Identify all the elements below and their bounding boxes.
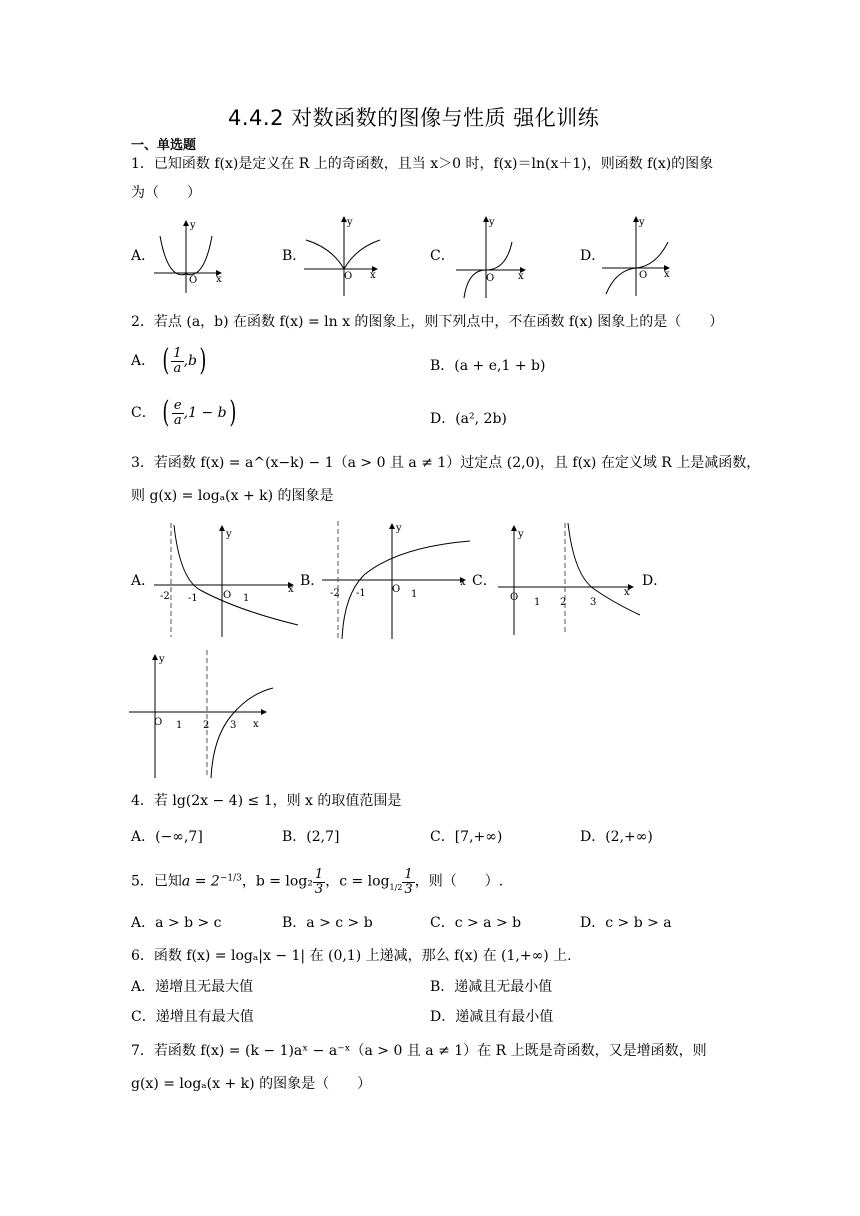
q5-c-base: 1/2 [389, 882, 403, 892]
q1b-x-label: x [370, 270, 376, 281]
q5-option-b[interactable]: B．a > c > b [282, 915, 373, 931]
q2-a-rest: ,b [183, 353, 197, 369]
q3-option-b-label[interactable]: B． [300, 573, 325, 589]
q5-post: ，则（ ）. [414, 873, 504, 890]
section-heading: 一、单选题 [131, 138, 197, 153]
q1b-y-label: y [347, 217, 353, 228]
q1a-origin-label: O [189, 275, 198, 286]
q6-option-d[interactable]: D．递减且有最小值 [430, 1009, 554, 1025]
q7-line2: g(x) = logₐ(x + k) 的图象是（ ） [131, 1076, 372, 1092]
q3b-origin-label: O [392, 584, 401, 595]
q3-graph-b[interactable] [318, 519, 474, 641]
q3b-tick-1: 1 [411, 589, 418, 600]
q1-option-c-label[interactable]: C． [430, 248, 455, 264]
q2-c-fraction: $\frac{e}{a}$ [173, 397, 182, 428]
q3a-tick-1: 1 [243, 593, 250, 604]
q5-a-expr: a = 2 [181, 873, 220, 890]
q3a-y-label: y [226, 529, 232, 540]
q2-a-fraction: $\frac{1}{a}$ [173, 345, 182, 376]
q3c-tick-3: 3 [590, 597, 597, 608]
q5-stem [131, 868, 503, 896]
q1d-y-label: y [639, 217, 645, 228]
page-title: 4.4.2 对数函数的图像与性质 强化训练 [228, 106, 600, 130]
q3d-x-label: x [253, 719, 259, 730]
q1-option-d-label[interactable]: D． [580, 248, 606, 264]
q2-c-label: C． [131, 405, 156, 421]
q6-option-c[interactable]: C．递增且有最大值 [131, 1009, 254, 1025]
q5-b-expr: ，b = log₂ [241, 873, 313, 890]
q1-graph-b[interactable] [300, 212, 382, 298]
q3-graph-d[interactable] [127, 648, 277, 780]
q5-pre: 5．已知 [131, 873, 182, 890]
q1-graph-a[interactable] [150, 218, 230, 296]
q3a-tick-neg1: -1 [188, 593, 198, 604]
q1d-origin-label: O [639, 270, 648, 281]
q1-line1: 1．已知函数 f(x)是定义在 R 上的奇函数，且当 x＞0 时，f(x)＝ln(x＋1)，则函数 f(x)的图象 [131, 156, 714, 172]
q3a-origin-label: O [223, 590, 232, 601]
q3d-tick-1: 1 [176, 720, 183, 731]
q4-stem: 4．若 lg(2x − 4) ≤ 1，则 x 的取值范围是 [131, 793, 402, 809]
q1a-x-label: x [216, 274, 222, 285]
q3d-y-label: y [159, 654, 165, 665]
q1-option-b-label[interactable]: B． [282, 248, 307, 264]
q2-a-label: A． [131, 353, 156, 369]
q3-graph-a[interactable] [150, 521, 300, 639]
q3-option-d-label[interactable]: D． [642, 573, 668, 589]
q2-c-rest: ,1 − b [183, 405, 227, 421]
q2-option-a[interactable]: A． ( $\frac{1}{a}$ ,b) [131, 343, 207, 378]
q3a-tick-neg2: -2 [160, 591, 170, 602]
q3-option-a-label[interactable]: A． [131, 573, 156, 589]
q1-graph-d[interactable] [598, 214, 678, 298]
q1-graph-c[interactable] [452, 212, 532, 300]
q3b-tick-neg1: -1 [356, 588, 366, 599]
q6-option-a[interactable]: A．递增且无最大值 [131, 979, 254, 995]
q3b-tick-neg2: -2 [330, 588, 340, 599]
q1a-y-label: y [190, 220, 196, 231]
q4-option-b[interactable]: B．(2,7] [282, 829, 340, 845]
q4-option-d[interactable]: D．(2,+∞) [580, 829, 653, 845]
q3b-x-label: x [460, 577, 466, 588]
q3d-origin-label: O [154, 717, 163, 728]
q2-option-c[interactable]: C． ( $\frac{e}{a}$ ,1 − b) [131, 395, 236, 430]
q2-option-b[interactable]: B．(a + e,1 + b) [430, 358, 546, 374]
q7-line1: 7．若函数 f(x) = (k − 1)aˣ − a⁻ˣ（a > 0 且 a ≠ 1）在 R 上既是奇函数，又是增函数，则 [131, 1043, 707, 1059]
q1-option-a-label[interactable]: A． [131, 248, 156, 264]
q1c-origin-label: O [486, 273, 495, 284]
q3-graph-c[interactable] [494, 521, 642, 637]
q5-frac-b: $\frac{1}{3}$ [314, 867, 324, 897]
q5-a-exponent: −1/3 [219, 873, 242, 884]
q1d-x-label: x [664, 269, 670, 280]
q6-stem: 6．函数 f(x) = logₐ|x − 1| 在 (0,1) 上递减，那么 f(x) 在 (1,+∞) 上. [131, 948, 572, 964]
q3d-tick-2: 2 [203, 720, 210, 731]
q1-line2: 为（ ） [131, 185, 201, 201]
q2-stem: 2．若点 (a，b) 在函数 f(x) = ln x 的图象上，则下列点中，不在函数 f(x) 图象上的是（ ） [131, 314, 724, 330]
q1c-y-label: y [489, 217, 495, 228]
q3c-y-label: y [518, 529, 524, 540]
q5-frac-c: $\frac{1}{3}$ [404, 867, 413, 897]
q5-option-c[interactable]: C．c > a > b [430, 915, 522, 931]
q6-option-b[interactable]: B．递减且无最小值 [430, 979, 553, 995]
q3-option-c-label[interactable]: C． [472, 573, 497, 589]
q4-option-a[interactable]: A．(−∞,7] [131, 829, 203, 845]
q1b-origin-label: O [344, 271, 353, 282]
q5-option-d[interactable]: D．c > b > a [580, 915, 672, 931]
q3c-tick-1: 1 [534, 597, 541, 608]
q3c-tick-2: 2 [560, 597, 567, 608]
q3c-origin-label: O [510, 592, 519, 603]
q2-option-d[interactable]: D．(a², 2b) [430, 411, 507, 427]
q4-option-c[interactable]: C．[7,+∞) [430, 829, 503, 845]
q3-line1: 3．若函数 f(x) = a^(x−k) − 1（a > 0 且 a ≠ 1）过定点 (2,0)，且 f(x) 在定义域 R 上是减函数， [131, 455, 761, 471]
q5-c-expr: ，c = log [325, 873, 390, 890]
q3d-tick-3: 3 [230, 720, 237, 731]
q3-line2: 则 g(x) = logₐ(x + k) 的图象是 [131, 488, 334, 504]
q5-option-a[interactable]: A．a > b > c [131, 915, 222, 931]
q3b-y-label: y [396, 523, 402, 534]
q3a-x-label: x [288, 584, 294, 595]
q3c-x-label: x [624, 587, 630, 598]
q1c-x-label: x [518, 271, 524, 282]
